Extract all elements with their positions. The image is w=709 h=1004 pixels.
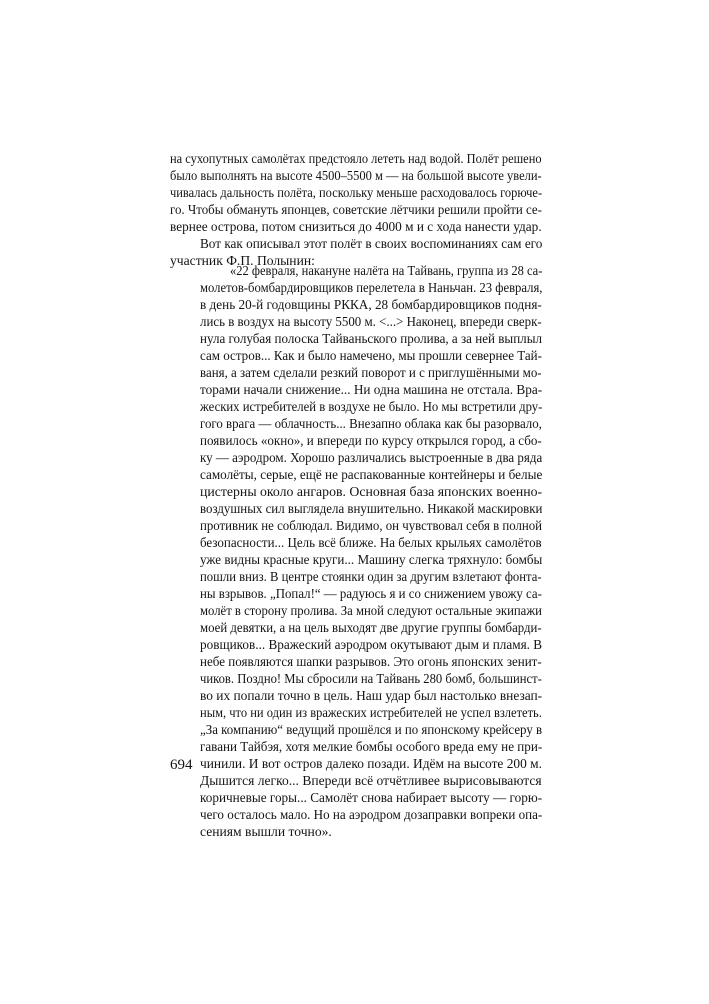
quote-line: нула голубая полоска Тайваньского пролива, а за ней выплыл [200, 331, 542, 346]
quote-line: во их попали точно в цель. Наш удар был настолько внезап- [200, 688, 543, 703]
quote-line: появилось «окно», и впереди по курсу открылся город, а сбо- [200, 433, 542, 448]
quote-line: моей девятки, а на цель выходят две другие группы бомбарди- [200, 620, 542, 635]
text-line: вернее острова, потом снизиться до 4000 м и с хода нанести удар. [170, 219, 542, 234]
quote-line: молетов-бомбардировщиков перелетела в Наньчан. 23 февраля, [200, 280, 543, 295]
quote-line: ваня, а затем сделали резкий поворот и с приглушёнными мо- [200, 365, 542, 380]
quote-line: ны взрывов. „Попал!“ — радуюсь я и со снижением увожу са- [200, 586, 542, 601]
quote-line: чинили. И вот остров далеко позади. Идём на высоте 200 м. [200, 756, 543, 771]
quote-line: сам остров... Как и было намечено, мы прошли севернее Тай- [200, 348, 542, 363]
quote-line: ку — аэродром. Хорошо различались выстроенные в два ряда [200, 450, 543, 465]
quote-line: коричневые горы... Самолёт снова набирает высоту — горю- [200, 790, 543, 805]
quote-line: молёт в сторону пролива. За мной следуют остальные экипажи [200, 603, 542, 618]
quote-line: жеских истребителей в воздухе не было. Но мы встретили дру- [200, 399, 543, 414]
quote-line: ным, что ни один из вражеских истребителей не успел взлететь. [200, 705, 542, 720]
quote-line: торами начали снижение... Ни одна машина не отстала. Вра- [200, 382, 543, 397]
text-line: было выполнять на высоте 4500–5500 м — на большой высоте увели- [170, 168, 542, 183]
quote-line: уже видны красные круги... Машину слегка тряхнуло: бомбы [200, 552, 543, 567]
quote-line: небе появляются шапки разрывов. Это огонь японских зенит- [200, 654, 542, 669]
text-line: на сухопутных самолётах предстояло лететь над водой. Полёт решено [170, 151, 542, 166]
text-line: Вот как описывал этот полёт в своих воспоминаниях сам его [200, 236, 543, 251]
text-line: го. Чтобы обмануть японцев, советские лётчики решили пройти се- [170, 202, 542, 217]
text-line: участник Ф.П. Полынин: [170, 253, 315, 268]
quote-line: в день 20-й годовщины РККА, 28 бомбардировщиков подня- [200, 297, 542, 312]
quote-line: гавани Тайбэя, хотя мелкие бомбы особого вреда ему не при- [200, 739, 543, 754]
quote-line: сениям вышли точно». [200, 824, 332, 839]
quote-line: гого врага — облачность... Внезапно облака как бы разорвало, [200, 416, 542, 431]
quote-line: чего осталось мало. Но на аэродром дозаправки вопреки опа- [200, 807, 543, 822]
quote-line: противник не соблюдал. Видимо, он чувствовал себя в полной [200, 518, 543, 533]
quote-line: чиков. Поздно! Мы сбросили на Тайвань 280 бомб, большинст- [200, 671, 542, 686]
quote-line: пошли вниз. В центре стоянки один за другим взлетают фонта- [200, 569, 542, 584]
quote-line: „За компанию“ ведущий прошёлся и по японскому крейсеру в [200, 722, 543, 737]
quote-line: лись в воздух на высоту 5500 м. <...> Наконец, впереди сверк- [200, 314, 542, 329]
quote-line: воздушных сил выглядела внушительно. Никакой маскировки [200, 501, 543, 516]
text-line: чивалась дальность полёта, поскольку меньше расходовалось горюче- [170, 185, 543, 200]
quote-line: Дышится легко... Впереди всё отчётливее вырисовываются [200, 773, 542, 788]
page-number: 694 [170, 757, 193, 773]
quote-line: самолёты, серые, ещё не распакованные контейнеры и белые [200, 467, 543, 482]
quote-line: «22 февраля, накануне налёта на Тайвань, группа из 28 са- [230, 263, 543, 278]
quote-line: цистерны около ангаров. Основная база японских военно- [200, 484, 543, 499]
quote-line: ровщиков... Вражеский аэродром окутывают дым и пламя. В [200, 637, 543, 652]
quote-line: безопасности... Цель всё ближе. На белых крыльях самолётов [200, 535, 542, 550]
